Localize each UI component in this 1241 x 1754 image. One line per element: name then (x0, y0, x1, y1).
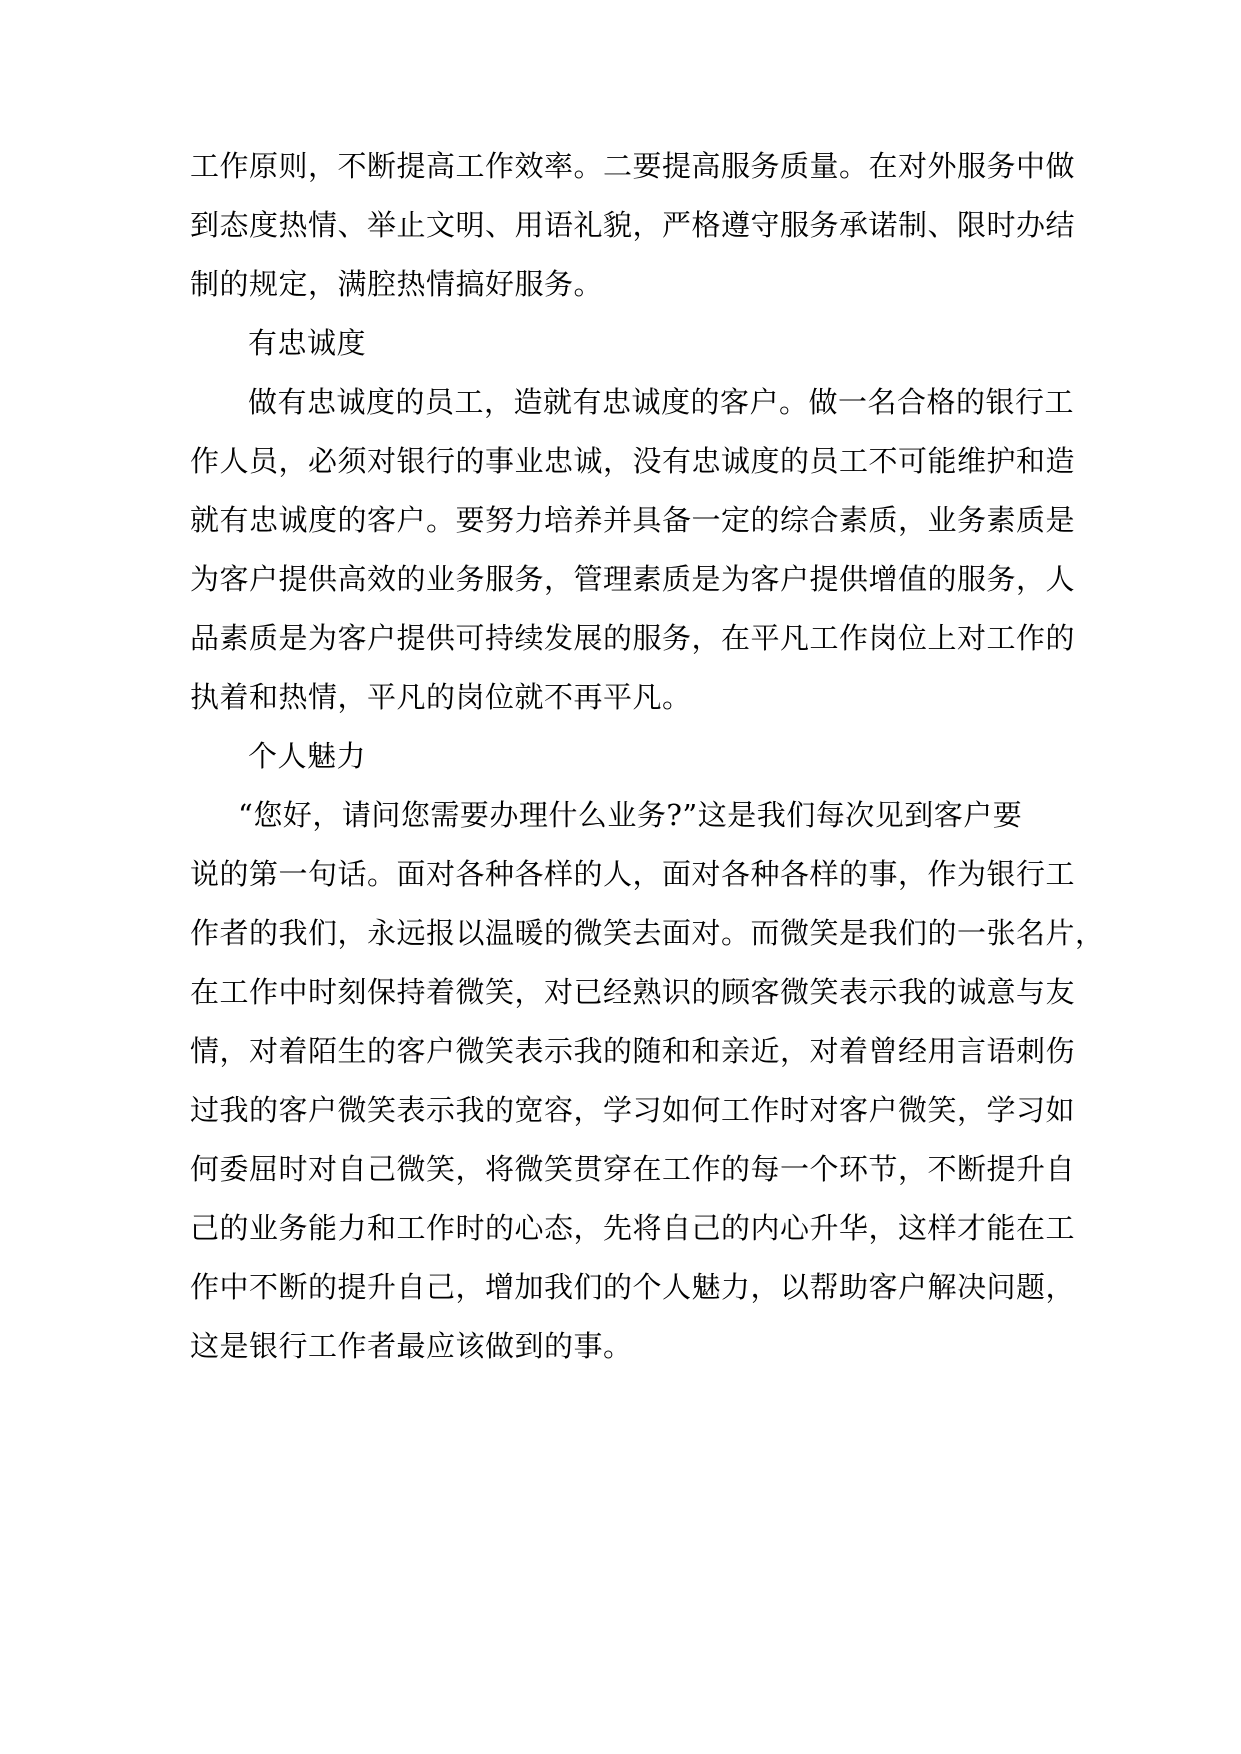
body-text-line: 作中不断的提升自己，增加我们的个人魅力，以帮助客户解决问题， (190, 1270, 1076, 1304)
body-text-line: 何委屈时对自己微笑，将微笑贯穿在工作的每一个环节，不断提升自 (190, 1152, 1076, 1186)
body-text-line: 执着和热情，平凡的岗位就不再平凡。 (190, 680, 692, 714)
body-text-line: 过我的客户微笑表示我的宽容，学习如何工作时对客户微笑，学习如 (190, 1093, 1076, 1127)
body-text-line: 品素质是为客户提供可持续发展的服务，在平凡工作岗位上对工作的 (190, 621, 1076, 655)
body-text-line: “您好，请问您需要办理什么业务?”这是我们每次见到客户要 (238, 798, 1023, 832)
body-text-line: 工作原则，不断提高工作效率。二要提高服务质量。在对外服务中做 (190, 149, 1076, 183)
section-heading-personal-charm: 个人魅力 (248, 739, 367, 773)
body-text-line: 到态度热情、举止文明、用语礼貌，严格遵守服务承诺制、限时办结 (190, 208, 1076, 242)
body-text-line: 说的第一句话。面对各种各样的人，面对各种各样的事，作为银行工 (190, 857, 1076, 891)
section-heading-loyalty: 有忠诚度 (248, 326, 367, 360)
body-text-line: 己的业务能力和工作时的心态，先将自己的内心升华，这样才能在工 (190, 1211, 1076, 1245)
body-text-line: 制的规定，满腔热情搞好服务。 (190, 267, 604, 301)
body-text-line: 在工作中时刻保持着微笑，对已经熟识的顾客微笑表示我的诚意与友 (190, 975, 1076, 1009)
body-text-line: 就有忠诚度的客户。要努力培养并具备一定的综合素质，业务素质是 (190, 503, 1076, 537)
body-text-line: 作人员，必须对银行的事业忠诚，没有忠诚度的员工不可能维护和造 (190, 444, 1076, 478)
body-text-line: 为客户提供高效的业务服务，管理素质是为客户提供增值的服务，人 (190, 562, 1076, 596)
body-text-line: 情，对着陌生的客户微笑表示我的随和和亲近，对着曾经用言语刺伤 (190, 1034, 1076, 1068)
body-text-line: 这是银行工作者最应该做到的事。 (190, 1329, 633, 1363)
body-text-line: 作者的我们，永远报以温暖的微笑去面对。而微笑是我们的一张名片， (190, 916, 1105, 950)
body-text-line: 做有忠诚度的员工，造就有忠诚度的客户。做一名合格的银行工 (248, 385, 1075, 419)
